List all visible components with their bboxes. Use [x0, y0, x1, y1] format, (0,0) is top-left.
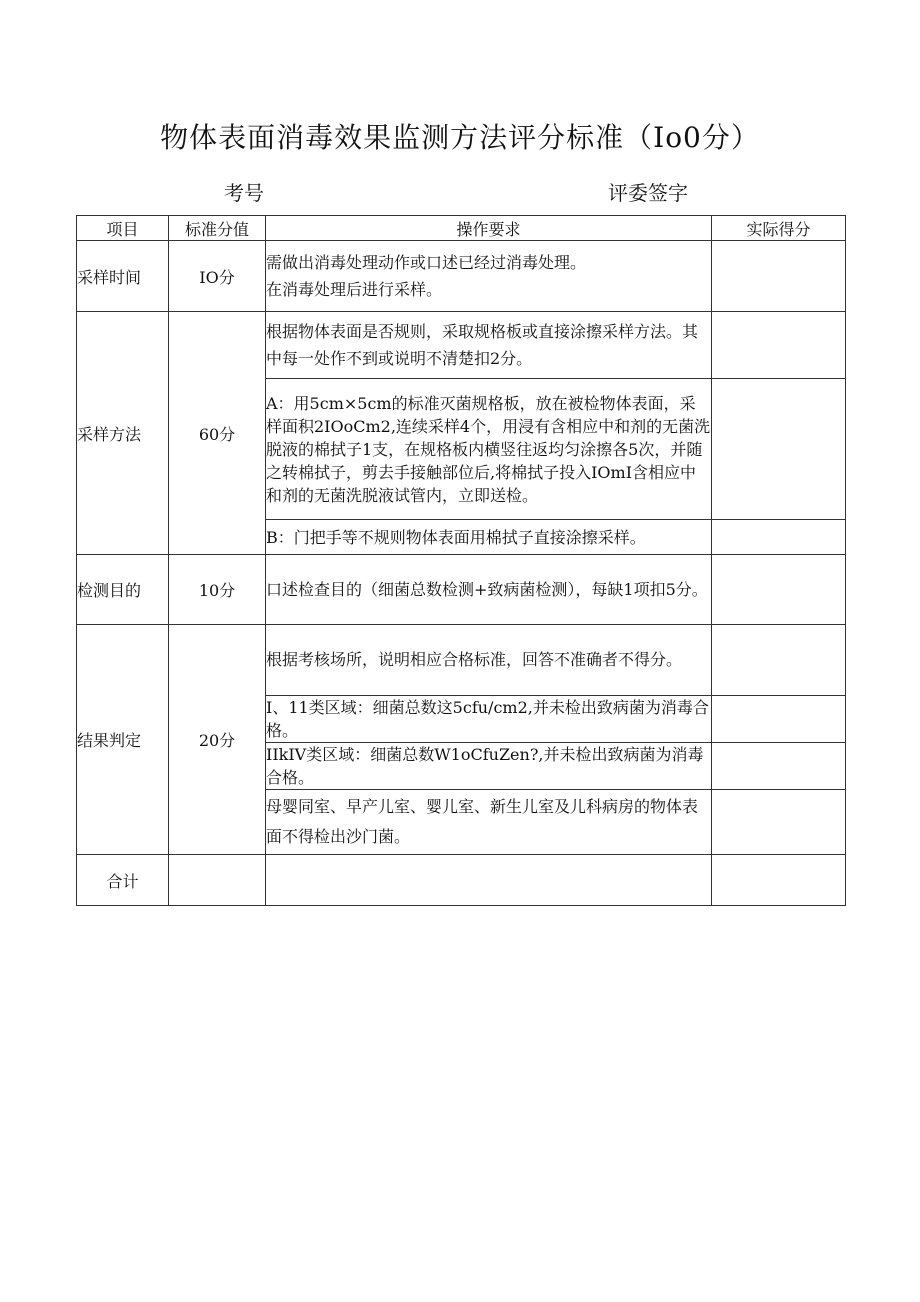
requirement-text: I、11类区域：细菌总数这5cfu/cm2,并未检出致病菌为消毒合格。 — [266, 696, 712, 743]
actual-score-cell[interactable] — [712, 696, 846, 743]
actual-score-cell[interactable] — [712, 625, 846, 696]
actual-score-cell[interactable] — [712, 555, 846, 625]
table-row — [77, 625, 846, 696]
score-judgement: 20分 — [169, 625, 266, 855]
header-actual-score: 实际得分 — [712, 216, 846, 241]
requirement-text: B：门把手等不规则物体表面用棉拭子直接涂擦采样。 — [266, 520, 712, 555]
requirement-text: 母婴同室、早产儿室、婴儿室、新生儿室及儿科病房的物体表面不得检出沙门菌。 — [266, 790, 712, 855]
table-row — [77, 312, 846, 379]
requirement-text: 根据物体表面是否规则，采取规格板或直接涂擦采样方法。其中每一处作不到或说明不清楚扣2分。 — [266, 312, 712, 379]
actual-score-cell[interactable] — [712, 743, 846, 790]
actual-score-cell[interactable] — [712, 379, 846, 520]
requirement-text: IIkIV类区域：细菌总数W1oCfuZen?,并未检出致病菌为消毒合格。 — [266, 743, 712, 790]
category-test-purpose: 检测目的 — [77, 555, 169, 625]
total-standard-cell[interactable] — [169, 855, 266, 906]
category-judgement: 结果判定 — [77, 625, 169, 855]
total-row — [77, 855, 846, 906]
actual-score-cell[interactable] — [712, 312, 846, 379]
score-test-purpose: 10分 — [169, 555, 266, 625]
requirement-cell — [266, 241, 712, 312]
category-sampling-time: 采样时间 — [77, 241, 169, 312]
page-title: 物体表面消毒效果监测方法评分标准（Io0分） — [160, 121, 760, 154]
header-row — [77, 216, 846, 241]
score-sampling-method: 60分 — [169, 312, 266, 555]
judge-signature-label: 评委签字 — [608, 181, 688, 205]
total-requirements-cell[interactable] — [266, 855, 712, 906]
total-label: 合计 — [77, 855, 169, 906]
exam-number-label: 考号 — [224, 181, 264, 205]
scoring-table — [76, 215, 846, 906]
requirement-text: 在消毒处理后进行采样。 — [266, 280, 443, 299]
header-item: 项目 — [77, 216, 169, 241]
header-standard-score: 标准分值 — [169, 216, 266, 241]
requirement-text: 口述检查目的（细菌总数检测+致病菌检测），每缺1项扣5分。 — [266, 555, 712, 625]
requirement-text: 根据考核场所，说明相应合格标准，回答不准确者不得分。 — [266, 625, 712, 696]
requirement-text: 需做出消毒处理动作或口述已经过消毒处理。 — [266, 253, 587, 272]
category-sampling-method: 采样方法 — [77, 312, 169, 555]
table-row — [77, 241, 846, 312]
total-actual-score-cell[interactable] — [712, 855, 846, 906]
requirement-text: A：用5cm×5cm的标准灭菌规格板，放在被检物体表面，采样面积2IOoCm2,连续采样4个，用浸有含相应中和剂的无菌洗脱液的棉拭子1支，在规格板内横竖往返均匀涂擦各5次，并随之转棉拭子，剪去手接触部位后,将棉拭子投入IOmI含相应中和剂的无菌洗脱液试管内，立即送检。 — [266, 379, 712, 520]
actual-score-cell[interactable] — [712, 241, 846, 312]
table-row — [77, 555, 846, 625]
score-sampling-time: IO分 — [169, 241, 266, 312]
actual-score-cell[interactable] — [712, 520, 846, 555]
actual-score-cell[interactable] — [712, 790, 846, 855]
header-requirements: 操作要求 — [266, 216, 712, 241]
